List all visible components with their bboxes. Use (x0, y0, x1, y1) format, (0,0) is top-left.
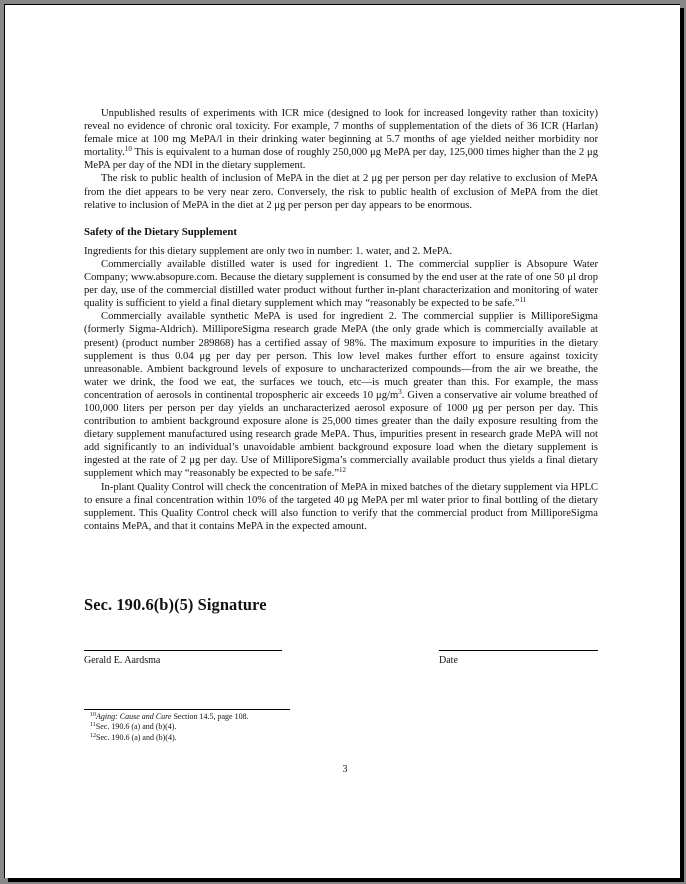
footnote-text: Section 14.5, page 108. (171, 712, 249, 721)
footnote-rule (84, 709, 290, 710)
paragraph-text: Ingredients for this dietary supplement are only two in number: 1. water, and 2. MePA. (84, 245, 453, 257)
body-text (84, 107, 598, 533)
date-label: Date (439, 655, 458, 666)
paragraph-text: Commercially available synthetic MePA is used for ingredient 2. The commercial supplier is MilliporeSigma (formerly Sigma-Aldrich). MilliporeSigma research grade MePA (the only grade which is commercially available at present) (product number 289868) has a certified assay of 98%. The maximum exposure to impurities in the dietary supplement is thus 0.04 μg per day per person. This low level makes further effort to ensure against toxicity unreasonable. Ambient background levels of exposure to uncharacterized compounds—from the air we breathe, the water we drink, the food we eat, the surfaces we touch, etc—is much greater than this. For example, the mass concentration of aerosols in continental tropospheric air exceeds 10 μg/m (84, 311, 598, 401)
paragraph-text: In-plant Quality Control will check the concentration of MePA in mixed batches of the dietary supplement via HPLC to ensure a final concentration within 10% of the targeted 40 μg MePA per ml water prior to final bottling of the dietary supplement. This Quality Control check will also function to verify that the commercial product from MilliporeSigma contains MePA, and that it contains MePA in the expected amount. (84, 481, 598, 532)
footnote-number: 11 (90, 722, 96, 729)
paragraph-text: Commercially available distilled water is used for ingredient 1. The commercial supplier is Absopure Water Company; www.absopure.com. Because the dietary supplement is consumed by the end user at the rate of one 50 μl drop per day, use of the commercial distilled water product without further in-plant characterization and monitoring of water quality is sufficient to yield a final dietary supplement which may “reasonably be expected to be safe.” (84, 258, 598, 310)
paragraph-text: Unpublished results of experiments with ICR mice (designed to look for increased longevity rather than toxicity) reveal no evidence of chronic oral toxicity. For example, 7 months of supplementation of the diets of 36 ICR (Harlan) female mice at 100 mg MePA/l in their drinking water beginning at 5.7 months of age yielded neither morbidity nor mortality. (84, 108, 598, 159)
section-title: Sec. 190.6(b)(5) Signature (84, 595, 267, 614)
footnote-text: Sec. 190.6 (a) and (b)(4). (96, 732, 177, 742)
paragraph-text: . Given a conservative air volume breathed of 100,000 liters per person per day yields an uncharacterized aerosol exposure of 1000 μg per person per day. This contribution to ambient background exposure alone is 25,000 times greater than the daily exposure resulting from the dietary supplement manufactured using research grade MePA. Thus, impurities present in research grade MePA will not add significantly to an individual’s unavoidable ambient background exposure load when the dietary supplement is ingested at the rate of 2 μg per day. Use of MilliporeSigma’s commercially available product thus yields a final dietary supplement which may “reasonably be expected to be safe.” (84, 389, 598, 480)
footnotes (84, 712, 249, 743)
date-line (439, 650, 598, 651)
page-number: 3 (342, 764, 348, 775)
paragraph-water (84, 258, 598, 310)
subsection-title: Safety of the Dietary Supplement (84, 225, 237, 238)
footnote-10 (84, 712, 249, 722)
document-page (4, 4, 680, 878)
superscript-exponent: 3 (398, 387, 402, 396)
paragraph-mepa-supplier (84, 310, 598, 480)
footnote-number: 10 (90, 712, 96, 718)
paragraph-ingredients (84, 245, 598, 258)
footnote-book-title: Aging: Cause and Cure (96, 712, 172, 721)
paragraph-risk (84, 172, 598, 211)
footnote-ref[interactable]: 10 (124, 145, 132, 154)
signature-name: Gerald E. Aardsma (84, 655, 161, 666)
footnote-ref[interactable]: 11 (519, 296, 527, 305)
footnote-ref[interactable]: 12 (339, 466, 347, 475)
paragraph-text: This is equivalent to a human dose of roughly 250,000 μg MePA per day, 125,000 times higher than the 2 μg MePA per day of the NDI in the dietary supplement. (84, 147, 598, 172)
footnote-11 (84, 722, 249, 732)
signature-line (84, 650, 282, 651)
paragraph-mice-study (84, 107, 598, 172)
paragraph-quality-control (84, 481, 598, 533)
paragraph-text: The risk to public health of inclusion of MePA in the diet at 2 μg per person per day relative to exclusion of MePA from the diet appears to be very near zero. Conversely, the risk to public health of exclusion of MePA from the diet relative to inclusion of MePA in the diet at 2 μg per person per day appears to be enormous. (84, 173, 598, 211)
footnote-text: Sec. 190.6 (a) and (b)(4). (95, 722, 177, 732)
footnote-12 (84, 733, 249, 743)
footnote-number: 12 (90, 732, 96, 739)
